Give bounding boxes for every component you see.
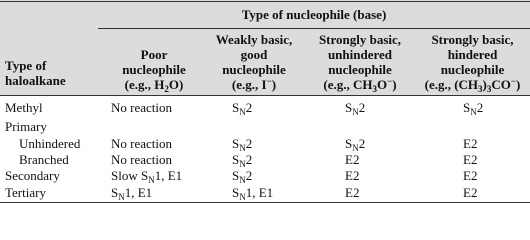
cell-methyl-strong-unhindered: $S_N2$ bbox=[345, 100, 366, 117]
cell-unhindered-strong-hindered: E2 bbox=[463, 136, 478, 151]
cell-secondary-strong-hindered: E2 bbox=[463, 168, 478, 183]
cell-unhindered-strong-unhindered: $S_N2$ bbox=[345, 136, 366, 153]
cell-tertiary-poor: $S_N1$, E1 bbox=[111, 185, 153, 202]
column-header-line: nucleophile bbox=[328, 62, 392, 77]
spanner-header: Type of nucleophile (base) bbox=[241, 7, 387, 22]
column-header-example: (e.g., $H_2O$) bbox=[124, 77, 184, 94]
column-header-weakly-basic bbox=[204, 32, 304, 92]
cell-tertiary-strong-hindered: E2 bbox=[463, 185, 478, 200]
row-label-primary: Primary bbox=[5, 119, 47, 134]
header-bottom-rule bbox=[0, 95, 530, 96]
cell-methyl-strong-hindered: $S_N2$ bbox=[463, 100, 484, 117]
column-header-example: (e.g., $(CH_3)_3CO^-$) bbox=[424, 76, 521, 94]
cell-secondary-weak: $S_N2$ bbox=[232, 168, 253, 185]
column-header-line: Strongly basic, bbox=[431, 32, 514, 47]
cell-methyl-poor: No reaction bbox=[111, 100, 173, 115]
column-header-line: hindered bbox=[447, 47, 498, 62]
cell-secondary-poor: Slow $S_N1$, E1 bbox=[111, 168, 183, 185]
cell-branched-strong-hindered: E2 bbox=[463, 152, 478, 167]
column-header-strongly-basic-hindered bbox=[415, 32, 530, 92]
row-label-secondary: Secondary bbox=[5, 168, 60, 183]
row-label-branched: Branched bbox=[19, 152, 69, 167]
cell-unhindered-weak: $S_N2$ bbox=[232, 136, 253, 153]
column-header-example: (e.g., I−) bbox=[231, 76, 277, 92]
row-header-line-1: Type of bbox=[5, 58, 47, 73]
cell-branched-weak: $S_N2$ bbox=[232, 152, 253, 169]
cell-unhindered-poor: No reaction bbox=[111, 136, 173, 151]
cell-tertiary-weak: $S_N1$, E1 bbox=[232, 185, 274, 202]
top-rule bbox=[0, 1, 530, 2]
column-header-line: Poor bbox=[140, 47, 168, 62]
column-header-poor-nucleophile bbox=[104, 47, 204, 92]
row-header bbox=[5, 58, 66, 88]
column-header-strongly-basic-unhindered bbox=[305, 32, 415, 92]
row-label-methyl: Methyl bbox=[5, 100, 43, 115]
spanner-rule bbox=[98, 28, 530, 29]
column-header-line: nucleophile bbox=[440, 62, 505, 77]
column-header-line: Strongly basic, bbox=[318, 32, 402, 47]
cell-secondary-strong-unhindered: E2 bbox=[345, 168, 360, 183]
bottom-rule bbox=[0, 202, 530, 203]
cell-tertiary-strong-unhindered: E2 bbox=[345, 185, 360, 200]
cell-branched-strong-unhindered: E2 bbox=[345, 152, 360, 167]
column-header-example: (e.g., $CH_3O^-$) bbox=[323, 76, 397, 94]
row-label-unhindered: Unhindered bbox=[19, 136, 81, 151]
column-header-line: nucleophile bbox=[122, 62, 186, 77]
cell-branched-poor: No reaction bbox=[111, 152, 173, 167]
column-header-line: good bbox=[240, 47, 268, 62]
cell-methyl-weak: $S_N2$ bbox=[232, 100, 253, 117]
row-header-line-2: haloalkane bbox=[5, 73, 66, 88]
row-label-tertiary: Tertiary bbox=[5, 185, 46, 200]
column-header-line: nucleophile bbox=[222, 62, 286, 77]
column-header-line: Weakly basic, bbox=[215, 32, 293, 47]
column-header-line: unhindered bbox=[327, 47, 393, 62]
